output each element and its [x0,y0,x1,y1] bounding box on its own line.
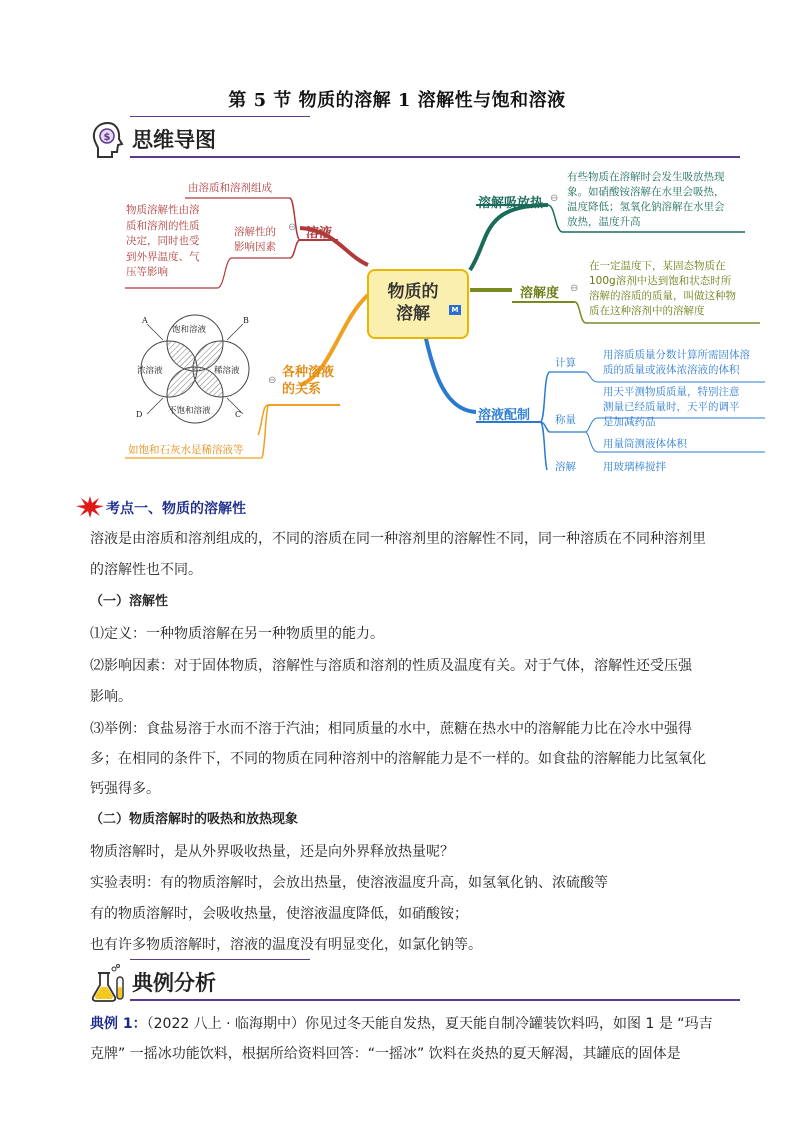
mind-map-center-node[interactable] [367,269,469,339]
venn-corner-d: D [136,410,143,419]
examples-section-header [90,963,740,1007]
brain-head-icon [90,120,126,160]
prep-label[interactable]: 溶液配制 [478,408,531,423]
solubility-text: 在一定温度下，某固态物质在 100g溶剂中达到饱和状态时所 溶解的溶质的质量，叫做这种物 质在这种溶剂中的溶解度 [589,260,736,317]
keypoint-intro-line1: 溶液是由溶质和溶剂组成的，不同的溶质在同一种溶剂里的溶解性不同，同一种溶质在不同种溶剂里 [90,531,706,547]
keypoint-experiment-line1: 实验表明：有的物质溶解时，会放出热量，使溶液温度升高，如氢氧化钠、浓硫酸等 [90,875,608,891]
map-badge-icon: M [449,305,461,315]
venn-corner-a: A [142,316,148,325]
heat-text: 有些物质在溶解时会发生吸放热现 象。如硝酸铵溶解在水里会吸热， 温度降低；氢氧化钠溶解在水里会 放热，温度升高 [567,171,725,228]
keypoint-sub2: （二）物质溶解时的吸热和放热现象 [90,812,299,827]
keypoint-question: 物质溶解时，是从外界吸收热量，还是向外界释放热量呢？ [90,844,454,860]
solution-collapse-icon[interactable]: ⊖ [288,222,297,233]
prep-weigh-text2: 用量筒测液体体积 [603,438,687,450]
solubility-collapse-icon[interactable]: ⊖ [570,283,579,294]
venn-corner-b: B [243,316,249,325]
keypoint-definition: ⑴定义：一种物质溶解在另一种物质里的能力。 [90,626,384,642]
page-title: 第 5 节 物质的溶解 1 溶解性与饱和溶液 [228,90,566,111]
center-node-label: 物质的 溶解 [387,282,439,324]
venn-bottom-label: 不饱和溶液 [168,406,211,416]
keypoint-factor-line2: 影响。 [90,689,132,705]
keypoint-example-line2: 多；在相同的条件下，不同的物质在同种溶剂中的溶解能力是不一样的。如食盐的溶解能力比氢氧化 [90,751,706,767]
prep-dissolve-label[interactable]: 溶解 [555,461,576,473]
example-number: 典例 1： [90,1016,147,1032]
venn-top-label: 饱和溶液 [172,325,207,335]
flask-icon [90,963,126,1003]
example-line1 [90,1010,713,1038]
svg-text:$: $ [103,132,111,143]
solubility-label[interactable]: 溶解度 [520,286,560,301]
prep-weigh-text1: 用天平测物质质量，特别注意 测量已经质量时，天平的调平 是加减药品 [603,386,740,428]
example-line2: 克牌” 一摇冰功能饮料，根据所给资料回答：“一摇冰” 饮料在炎热的夏天解渴，其罐底的固体是 [90,1046,681,1062]
relation-label[interactable]: 各种溶液 的关系 [282,365,335,397]
prep-calc-text: 用溶质质量分数计算所需固体溶 质的质量或液体浓溶液的体积 [603,349,750,376]
venn-corner-c: C [235,410,242,419]
keypoint-heading: 考点一、物质的溶解性 [106,501,246,517]
examples-label: 典例分析 [132,971,216,995]
keypoint-example-line1: ⑶举例：食盐易溶于水而不溶于汽油；相同质量的水中，蔗糖在热水中的溶解能力比在冷水中强得 [90,721,692,737]
relation-collapse-icon[interactable]: ⊖ [268,375,277,386]
heat-label[interactable]: 溶解吸放热 [478,196,544,211]
prep-weigh-label[interactable]: 称量 [555,414,576,426]
solution-label[interactable]: 溶液 [306,226,333,241]
heat-collapse-icon[interactable]: ⊖ [550,193,559,204]
keypoint-experiment-line3: 也有许多物质溶解时，溶液的温度没有明显变化，如氯化钠等。 [90,937,482,953]
prep-calc-label[interactable]: 计算 [555,357,576,369]
prep-dissolve-text: 用玻璃棒搅拌 [603,461,666,473]
example-text-line1: （2022 八上 · 临海期中）你见过冬天能自发热，夏天能自制冷罐装饮料吗，如图 1 是 “玛吉 [146,1016,713,1032]
keypoint-sub1: （一）溶解性 [90,594,169,609]
venn-left-label: 浓溶液 [137,366,163,376]
solution-factor-label: 溶解性的 影响因素 [234,226,276,253]
mind-map-label: 思维导图 [132,128,216,152]
mind-map-section-header [90,120,740,164]
relation-note: 如饱和石灰水是稀溶液等 [128,444,244,456]
star-burst-icon [76,496,104,522]
keypoint-example-line3: 钙强得多。 [90,781,160,797]
solution-composition: 由溶质和溶剂组成 [188,182,272,194]
venn-right-label: 稀溶液 [214,366,240,376]
keypoint-experiment-line2: 有的物质溶解时，会吸收热量，使溶液温度降低，如硝酸铵； [90,906,468,922]
keypoint-intro-line2: 的溶解性也不同。 [90,562,202,578]
solution-factor-text: 物质溶解性由溶 质和溶剂的性质 决定，同时也受 到外界温度、气 压等影响 [126,204,200,278]
keypoint-factor-line1: ⑵影响因素：对于固体物质，溶解性与溶质和溶剂的性质及温度有关。对于气体，溶解性还受压强 [90,658,692,674]
